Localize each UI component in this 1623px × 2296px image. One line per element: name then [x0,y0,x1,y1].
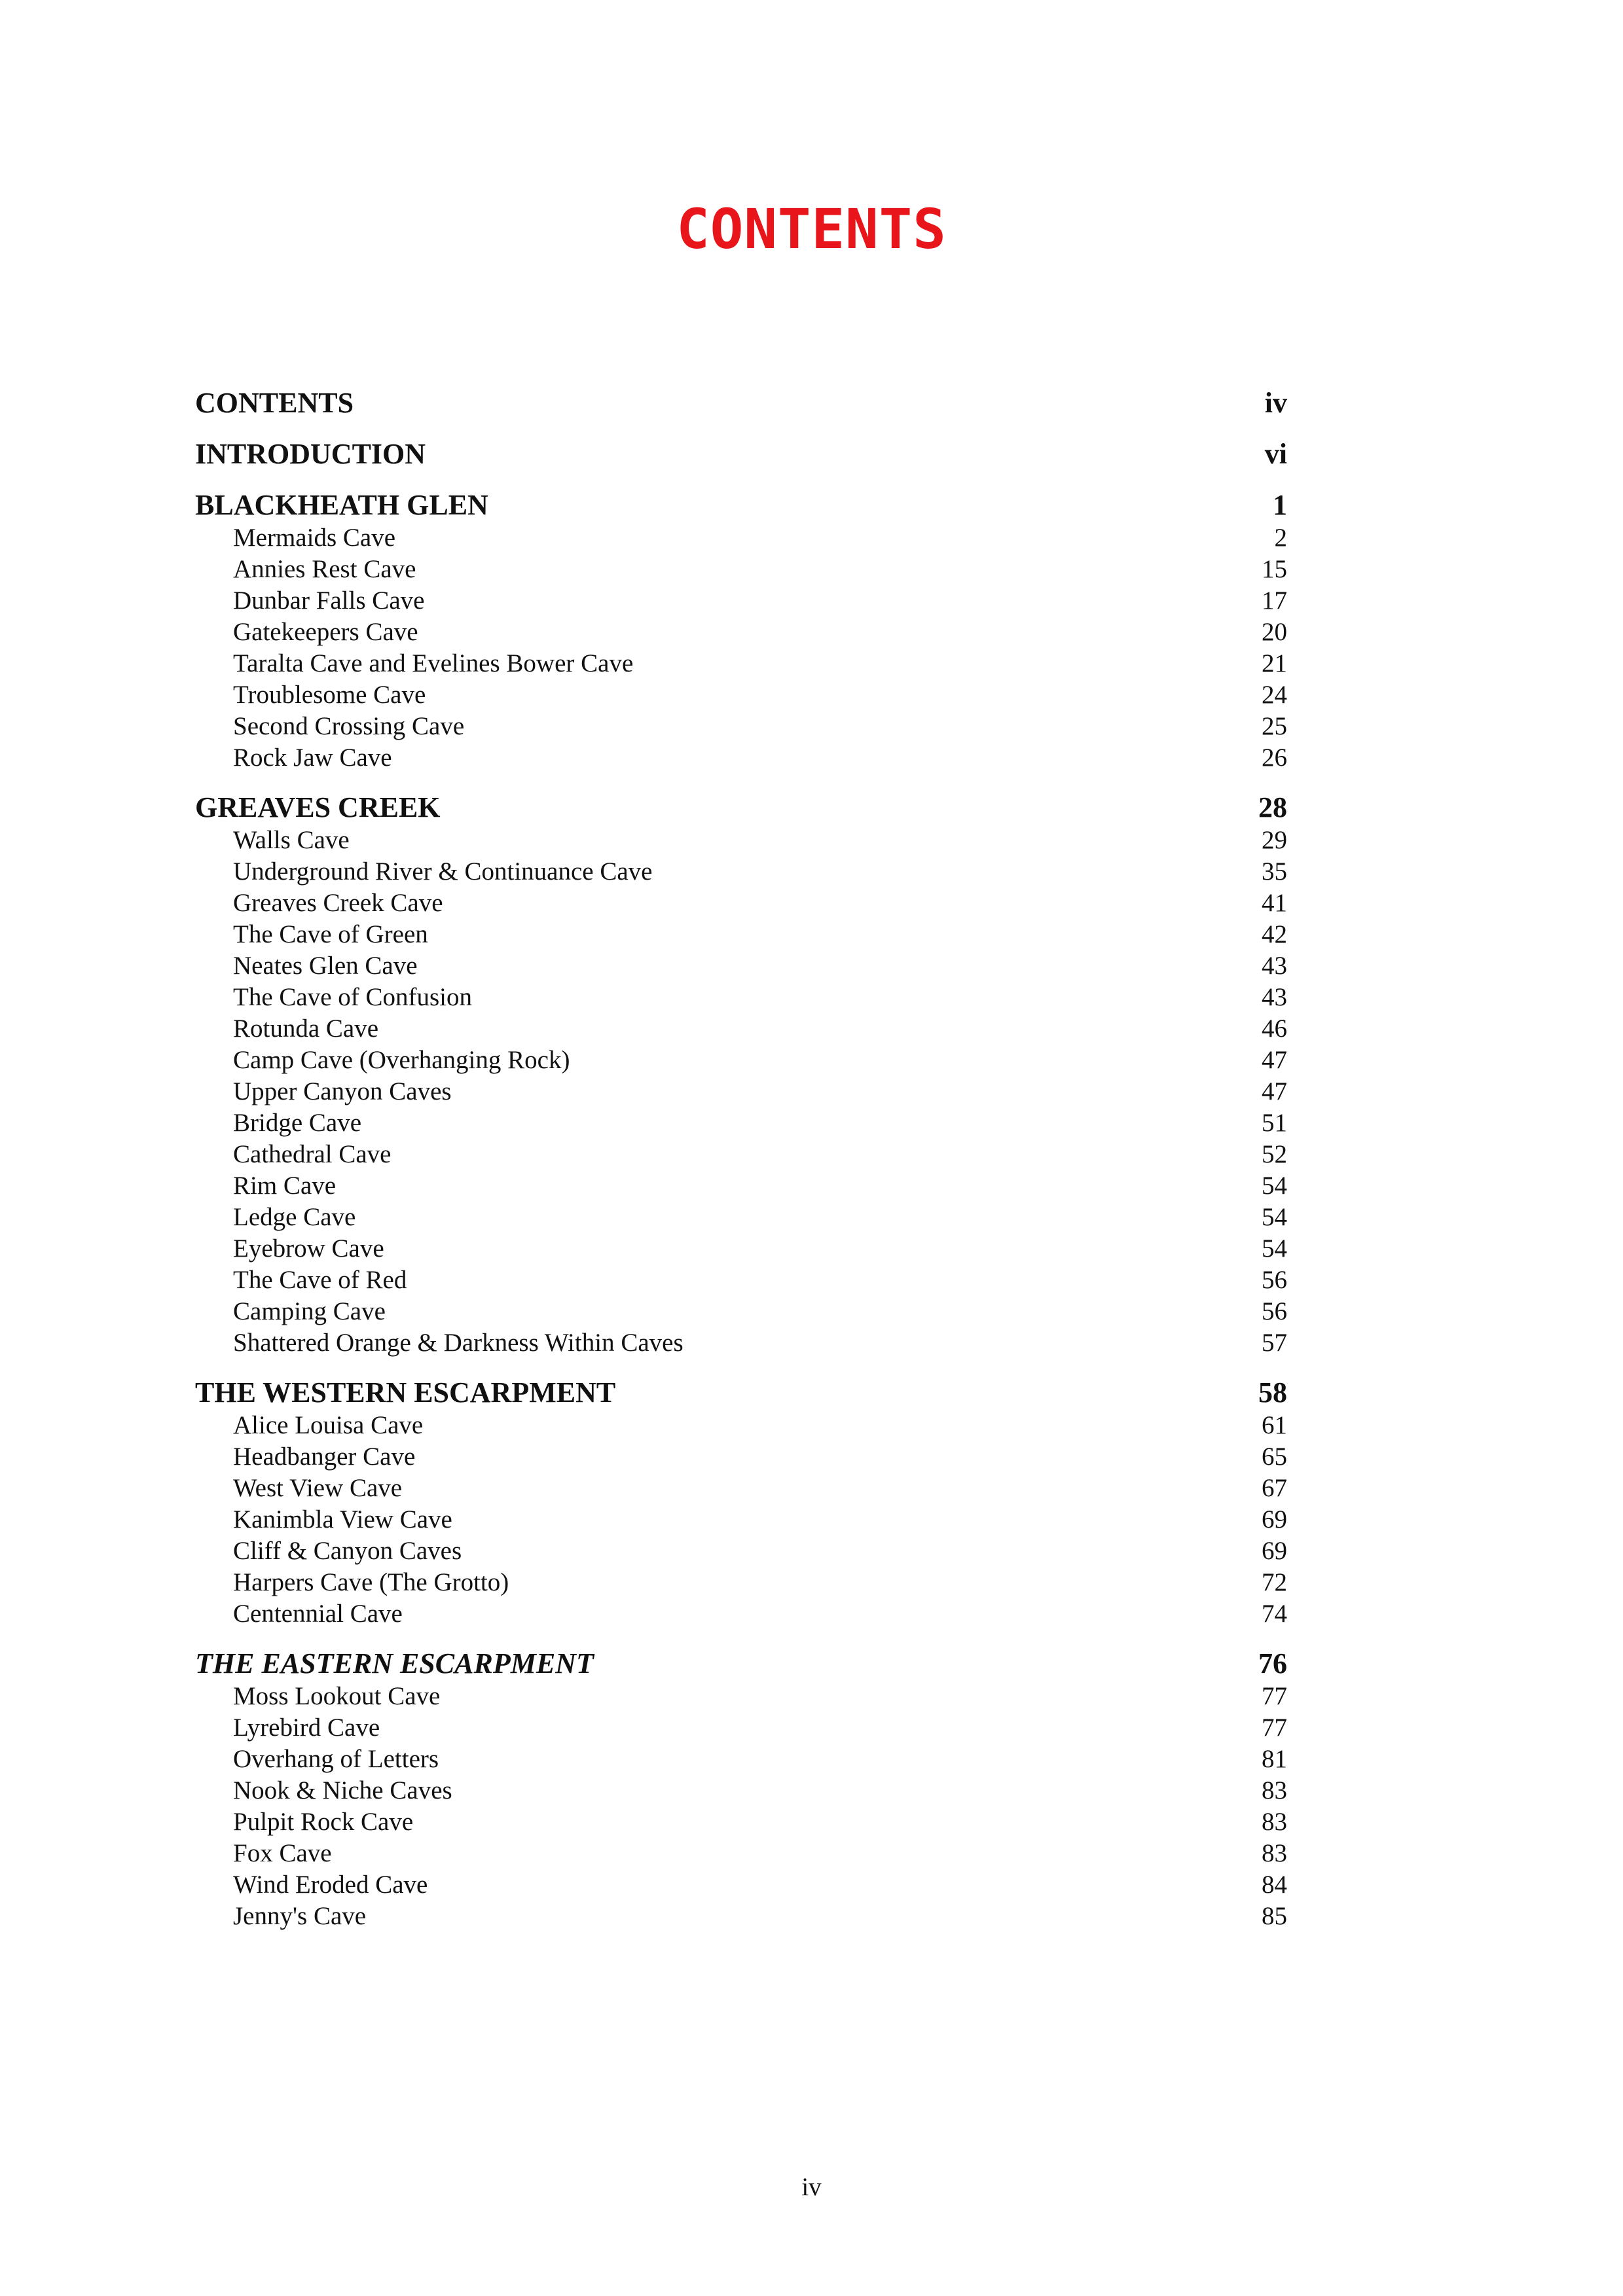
toc-entry [195,1744,1287,1775]
toc-entry-page: 81 [1262,1745,1287,1773]
toc-entry [195,1535,1287,1567]
toc-entry-label: Gatekeepers Cave [233,618,418,646]
toc-entry [195,1013,1287,1045]
toc-entry-label: GREAVES CREEK [195,791,441,823]
toc-entry-page: 52 [1262,1140,1287,1168]
toc-entry-page: 54 [1262,1172,1287,1200]
toc-entry-page: 26 [1262,744,1287,772]
toc-section-entry [195,437,1287,471]
toc-entry-page: 85 [1262,1902,1287,1930]
toc-entry-page: 61 [1262,1411,1287,1439]
toc-entry [195,1139,1287,1170]
toc-entry [195,711,1287,742]
toc-entry-page: 42 [1262,920,1287,948]
toc-entry-page: 17 [1262,586,1287,615]
toc-entry [195,1170,1287,1202]
toc-entry-page: 56 [1262,1297,1287,1325]
toc-entry-page: 35 [1262,857,1287,886]
toc-entry-page: 84 [1262,1871,1287,1899]
toc-entry [195,617,1287,648]
toc-entry [195,679,1287,711]
toc-entry-label: Kanimbla View Cave [233,1505,452,1534]
toc-entry [195,888,1287,919]
toc-entry-label: Walls Cave [233,826,350,854]
toc-entry-page: 74 [1262,1600,1287,1628]
toc-section-entry [195,1647,1287,1681]
page-title: CONTENTS [676,197,947,261]
toc-entry-label: Overhang of Letters [233,1745,439,1773]
toc-entry [195,919,1287,950]
toc-entry-page: 56 [1262,1266,1287,1294]
toc-entry-label: Jenny's Cave [233,1902,367,1930]
toc-entry-label: INTRODUCTION [195,438,426,470]
toc-entry [195,1045,1287,1076]
toc-entry-label: Rotunda Cave [233,1014,379,1043]
toc-entry-page: 77 [1262,1682,1287,1710]
toc-entry-page: 47 [1262,1046,1287,1074]
toc-entry-label: Rim Cave [233,1172,337,1200]
toc-section-entry [195,488,1287,522]
toc-entry [195,554,1287,585]
toc-entry-label: Alice Louisa Cave [233,1411,424,1439]
toc-entry-label: Upper Canyon Caves [233,1077,452,1105]
toc-entry [195,1473,1287,1504]
toc-entry [195,1681,1287,1712]
toc-entry [195,648,1287,679]
toc-entry-label: Headbanger Cave [233,1443,416,1471]
toc-entry [195,585,1287,617]
toc-entry [195,1265,1287,1296]
toc-entry-label: Rock Jaw Cave [233,744,392,772]
toc-entry-page: 65 [1262,1443,1287,1471]
toc-entry-label: Second Crossing Cave [233,712,465,740]
toc-entry-page: 72 [1262,1568,1287,1596]
toc-entry [195,1202,1287,1233]
toc-entry-page: 46 [1262,1014,1287,1043]
toc-entry-label: Neates Glen Cave [233,952,418,980]
toc-entry-page: 2 [1274,524,1287,552]
toc-entry-label: Moss Lookout Cave [233,1682,441,1710]
toc-entry-page: 69 [1262,1505,1287,1534]
toc-entry [195,856,1287,888]
toc-entry [195,1598,1287,1630]
toc-entry-label: The Cave of Green [233,920,428,948]
toc-entry-label: Wind Eroded Cave [233,1871,428,1899]
toc-entry-label: THE WESTERN ESCARPMENT [195,1376,616,1408]
toc-entry [195,522,1287,554]
toc-entry-label: Mermaids Cave [233,524,396,552]
toc-entry-label: Ledge Cave [233,1203,356,1231]
toc-entry-page: iv [1264,387,1287,419]
toc-entry [195,1441,1287,1473]
toc-entry [195,1869,1287,1901]
toc-entry-page: 1 [1273,489,1287,521]
toc-entry [195,1567,1287,1598]
toc-entry-label: Bridge Cave [233,1109,362,1137]
toc-entry-page: 41 [1262,889,1287,917]
toc-entry-label: Centennial Cave [233,1600,403,1628]
toc-entry-label: Shattered Orange & Darkness Within Caves [233,1329,684,1357]
toc-entry [195,1838,1287,1869]
toc-entry-label: BLACKHEATH GLEN [195,489,488,521]
toc-entry-page: 51 [1262,1109,1287,1137]
toc-entry-label: Fox Cave [233,1839,332,1867]
toc-entry-page: 47 [1262,1077,1287,1105]
toc-entry-label: THE EASTERN ESCARPMENT [195,1647,594,1679]
toc-entry [195,1901,1287,1932]
toc-entry-page: 15 [1262,555,1287,583]
toc-entry [195,1775,1287,1806]
toc-entry-page: 43 [1262,952,1287,980]
toc-entry [195,1504,1287,1535]
toc-entry-label: Cliff & Canyon Caves [233,1537,462,1565]
toc-entry-label: West View Cave [233,1474,403,1502]
toc-section-entry [195,791,1287,825]
toc-entry [195,1076,1287,1107]
toc-entry [195,1806,1287,1838]
toc-entry [195,742,1287,774]
toc-entry-label: Harpers Cave (The Grotto) [233,1568,509,1596]
toc-entry-page: vi [1264,438,1287,470]
toc-entry [195,1410,1287,1441]
toc-entry-label: Dunbar Falls Cave [233,586,425,615]
toc-section-entry [195,1376,1287,1410]
toc-entry-label: Troublesome Cave [233,681,426,709]
toc-entry [195,1296,1287,1327]
toc-entry [195,1712,1287,1744]
toc-entry-page: 58 [1258,1376,1287,1408]
toc-entry-label: Pulpit Rock Cave [233,1808,414,1836]
toc-entry-page: 69 [1262,1537,1287,1565]
toc-entry-page: 54 [1262,1234,1287,1263]
toc-entry-page: 25 [1262,712,1287,740]
toc-entry-label: Annies Rest Cave [233,555,416,583]
toc-section-entry [195,386,1287,420]
toc-entry-page: 54 [1262,1203,1287,1231]
toc-entry-label: Camping Cave [233,1297,386,1325]
toc-entry [195,1233,1287,1265]
toc-entry-label: Nook & Niche Caves [233,1776,452,1804]
toc-entry [195,825,1287,856]
toc-entry-label: Lyrebird Cave [233,1713,380,1742]
toc-entry-page: 76 [1258,1647,1287,1679]
toc-entry [195,950,1287,982]
toc-entry-page: 57 [1262,1329,1287,1357]
toc-entry-page: 67 [1262,1474,1287,1502]
toc-entry-page: 29 [1262,826,1287,854]
toc-entry-page: 21 [1262,649,1287,677]
toc-entry-label: The Cave of Red [233,1266,407,1294]
toc-entry-page: 83 [1262,1839,1287,1867]
toc-entry-label: Taralta Cave and Evelines Bower Cave [233,649,634,677]
toc-entry [195,1107,1287,1139]
toc-entry-label: The Cave of Confusion [233,983,473,1011]
toc-entry-page: 83 [1262,1776,1287,1804]
table-of-contents [195,386,1287,1932]
toc-entry-label: Camp Cave (Overhanging Rock) [233,1046,570,1074]
toc-entry-label: Underground River & Continuance Cave [233,857,653,886]
toc-entry [195,982,1287,1013]
toc-entry-label: CONTENTS [195,387,354,419]
toc-entry-page: 20 [1262,618,1287,646]
toc-entry-page: 83 [1262,1808,1287,1836]
toc-entry-page: 77 [1262,1713,1287,1742]
toc-entry-label: Eyebrow Cave [233,1234,384,1263]
toc-entry-label: Greaves Creek Cave [233,889,443,917]
toc-entry [195,1327,1287,1359]
page-number: iv [801,2173,822,2201]
toc-entry-page: 28 [1258,791,1287,823]
toc-entry-page: 43 [1262,983,1287,1011]
toc-entry-label: Cathedral Cave [233,1140,392,1168]
toc-entry-page: 24 [1262,681,1287,709]
